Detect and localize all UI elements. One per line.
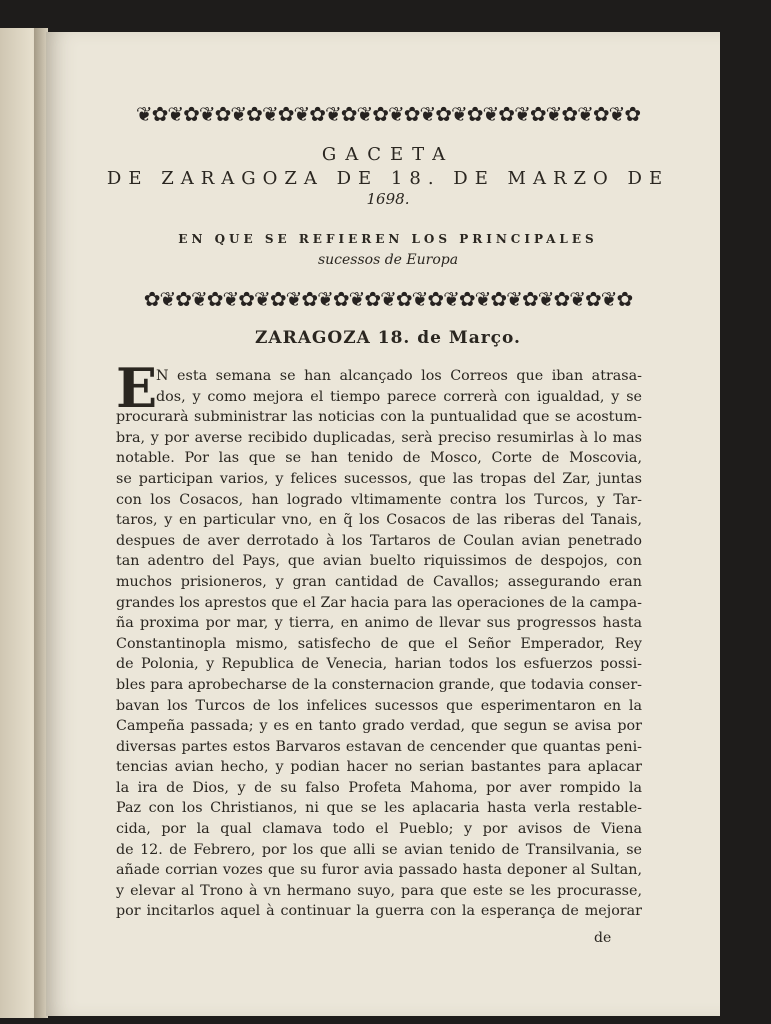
- text-line: despues de aver derrotado à los Tartaros de Coulan avian penetrado: [116, 532, 642, 549]
- drop-cap: E: [116, 356, 158, 420]
- subtitle-line-2: sucessos de Europa: [317, 252, 459, 268]
- section-heading: ZARAGOZA 18. de Março.: [255, 328, 521, 348]
- text-line: muchos prisioneros, y gran cantidad de Cavallos; assegurando eran: [116, 573, 642, 590]
- text-line: Paz con los Christianos, ni que se les aplacaria hasta verla restable-: [116, 800, 642, 817]
- document-page: [46, 32, 720, 1016]
- text-line: procurarà subministrar las noticias con la puntualidad que se acostum-: [116, 409, 642, 426]
- ornament-border-top: ❦✿❦✿❦✿❦✿❦✿❦✿❦✿❦✿❦✿❦✿❦✿❦✿❦✿❦✿❦✿❦✿: [135, 102, 641, 126]
- title-date-line: DE ZARAGOZA DE 18. DE MARZO DE: [106, 168, 670, 189]
- body-paragraph: [116, 356, 642, 922]
- text-line: notable. Por las que se han tenido de Mosco, Corte de Moscovia,: [116, 450, 642, 467]
- text-line: bra, y por averse recibido duplicadas, serà preciso resumirlas à lo mas: [116, 429, 642, 446]
- catchword: de: [594, 930, 612, 946]
- text-line: Constantinopla mismo, satisfecho de que el Señor Emperador, Rey: [116, 635, 642, 652]
- text-line: grandes los aprestos que el Zar hacia para las operaciones de la campa-: [116, 594, 642, 611]
- text-line: añade corrian vozes que su furor avia passado hasta deponer al Sultan,: [116, 862, 642, 879]
- text-line: tencias avian hecho, y podian hacer no serian bastantes para aplacar: [116, 759, 642, 776]
- text-line: taros, y en particular vno, en q̃ los Cosacos de las riberas del Tanais,: [116, 512, 642, 529]
- text-line: tan adentro del Pays, que avian buelto riquissimos de despojos, con: [116, 553, 642, 570]
- text-line: ña proxima por mar, y tierra, en animo de llevar sus progressos hasta: [116, 615, 642, 632]
- text-line: Campeña passada; y es en tanto grado verdad, que segun se avisa por: [116, 718, 642, 735]
- text-line: bavan los Turcos de los infelices sucessos que esperimentaron en la: [116, 697, 642, 714]
- title-gaceta: GACETA: [321, 144, 455, 165]
- text-line: bles para aprobecharse de la consternacion grande, que todavia conser-: [116, 676, 642, 693]
- text-line: se participan varios, y felices sucessos, que las tropas del Zar, juntas: [116, 470, 642, 487]
- text-line: con los Cosacos, han logrado vltimamente contra los Turcos, y Tar-: [116, 491, 642, 508]
- text-line: dos, y como mejora el tiempo parece correrà con igualdad, y se: [156, 388, 642, 405]
- text-line: por incitarlos aquel à continuar la guerra con la esperança de mejorar: [116, 903, 642, 920]
- ornament-border-middle: ✿❦✿❦✿❦✿❦✿❦✿❦✿❦✿❦✿❦✿❦✿❦✿❦✿❦✿❦✿❦✿: [143, 287, 633, 311]
- text-line: diversas partes estos Barvaros estavan de cencender que quantas peni-: [116, 738, 642, 755]
- text-line: la ira de Dios, y de su falso Profeta Mahoma, por aver rompido la: [116, 779, 642, 796]
- text-line: y elevar al Trono à vn hermano suyo, para que este se les procurasse,: [116, 882, 642, 899]
- subtitle-line-1: EN QUE SE REFIEREN LOS PRINCIPALES: [178, 232, 598, 246]
- text-line: de Polonia, y Republica de Venecia, harian todos los esfuerzos possi-: [116, 656, 642, 673]
- text-line: cida, por la qual clamava todo el Pueblo; y por avisos de Viena: [116, 821, 642, 838]
- text-line: de 12. de Febrero, por los que alli se avian tenido de Transilvania, se: [116, 841, 642, 858]
- text-line: N esta semana se han alcançado los Correos que iban atrasa-: [156, 368, 642, 384]
- title-year: 1698.: [366, 190, 410, 208]
